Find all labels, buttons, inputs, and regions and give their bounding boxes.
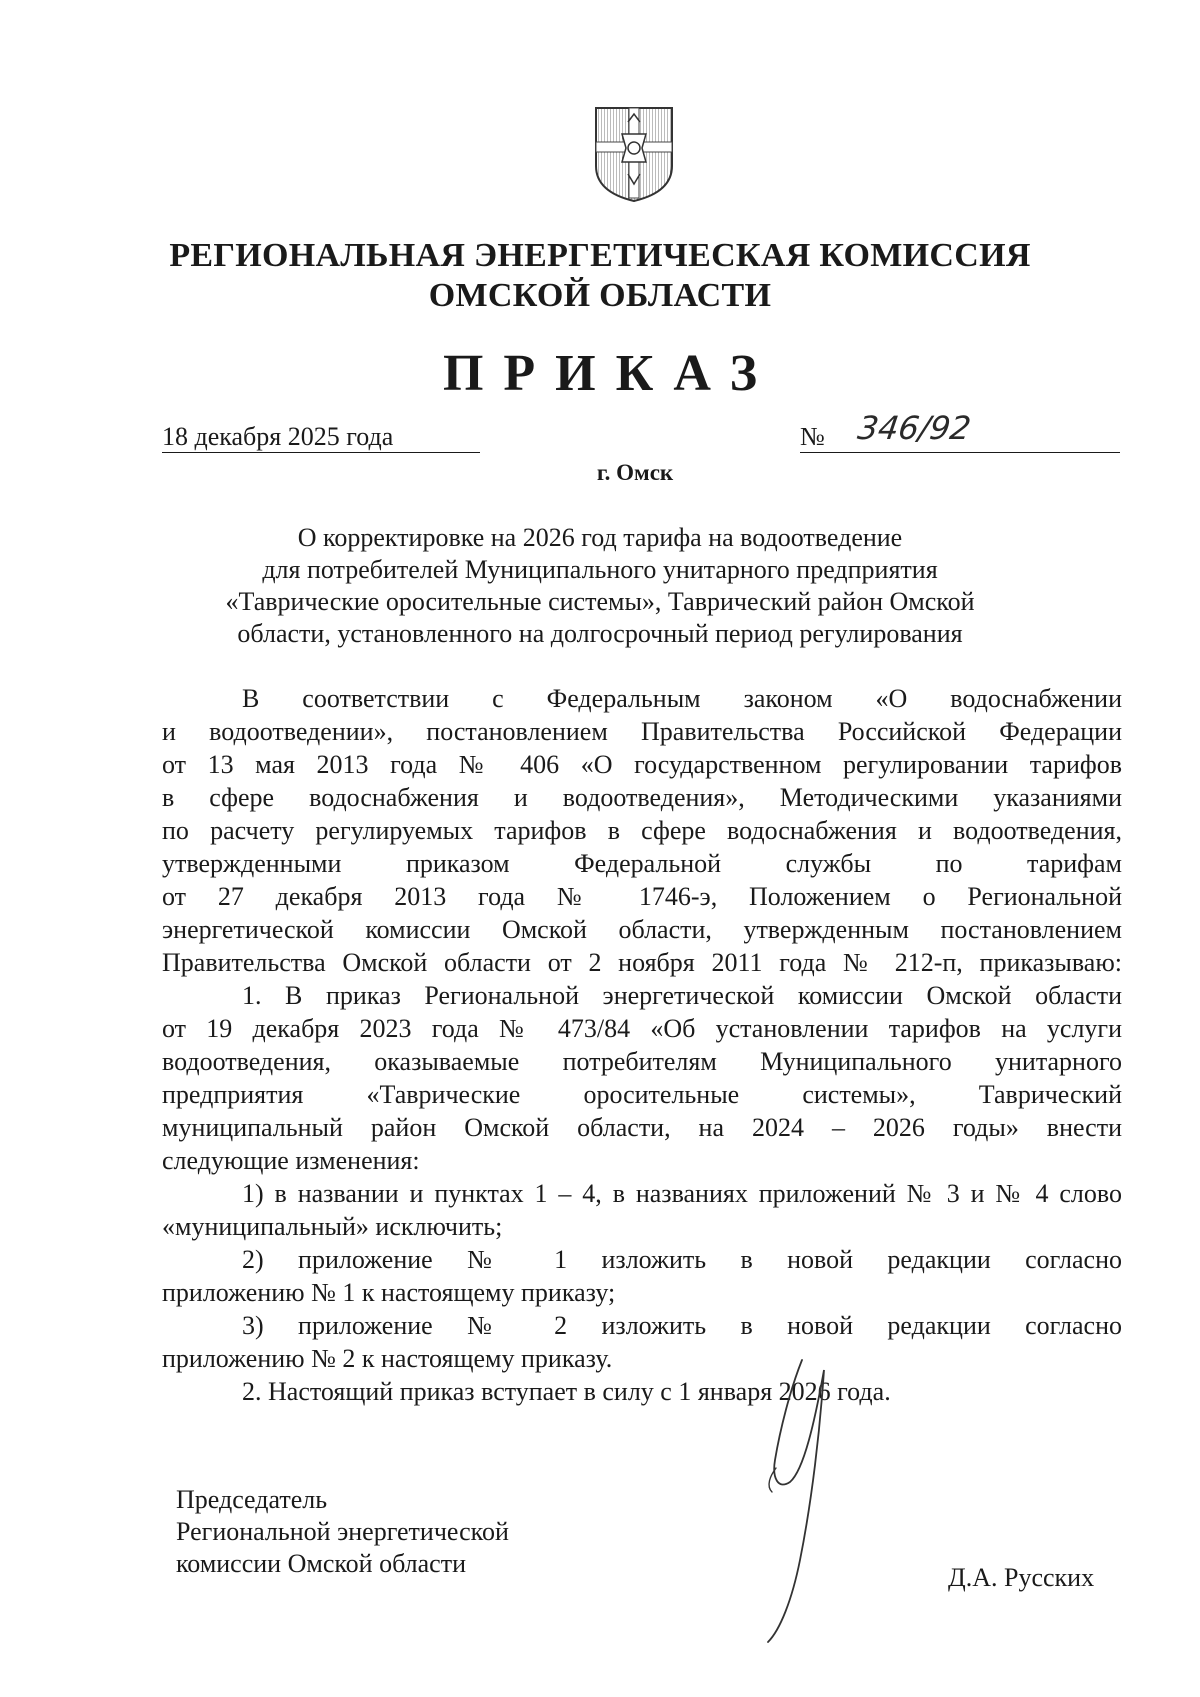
item1-line: муниципальный район Омской области, на 2024 – 2026 годы» внести: [162, 1113, 1122, 1142]
order-date: 18 декабря 2025 года: [162, 422, 394, 451]
subject-line: для потребителей Муниципального унитарного предприятия: [262, 555, 938, 584]
subitem3-line: приложению № 2 к настоящему приказу.: [162, 1344, 613, 1373]
order-number-handwritten: 346/92: [855, 409, 974, 447]
city-name: г. Омск: [596, 460, 674, 485]
preamble-line: от 27 декабря 2013 года № 1746-э, Положением о Региональной: [162, 882, 1122, 911]
preamble-line: энергетической комиссии Омской области, утвержденным постановлением: [162, 915, 1122, 944]
signatory-position-line: комиссии Омской области: [176, 1549, 466, 1578]
item1-line: 1. В приказ Региональной энергетической комиссии Омской области: [242, 981, 1122, 1010]
subitem2-line: приложению № 1 к настоящему приказу;: [162, 1278, 616, 1307]
preamble-line: в сфере водоснабжения и водоотведения», Методическими указаниями: [162, 783, 1122, 812]
subitem2-line: 2) приложение № 1 изложить в новой редакции согласно: [242, 1245, 1122, 1274]
item1-line: предприятия «Таврические оросительные системы», Таврический: [162, 1080, 1122, 1109]
organization-name-line2: ОМСКОЙ ОБЛАСТИ: [428, 277, 772, 314]
item1-line: от 19 декабря 2023 года № 473/84 «Об установлении тарифов на услуги: [162, 1014, 1122, 1043]
organization-name-line1: РЕГИОНАЛЬНАЯ ЭНЕРГЕТИЧЕСКАЯ КОМИССИЯ: [169, 237, 1031, 274]
preamble-line: утвержденными приказом Федеральной службы по тарифам: [162, 849, 1122, 878]
signatory-position-line: Председатель: [176, 1485, 328, 1514]
signatory-name: Д.А. Русских: [948, 1563, 1095, 1592]
coat-of-arms-icon: [592, 104, 676, 204]
subitem3-line: 3) приложение № 2 изложить в новой редакции согласно: [242, 1311, 1122, 1340]
number-underline: [800, 452, 1120, 453]
preamble-line: Правительства Омской области от 2 ноября 2011 года № 212-п, приказываю:: [162, 948, 1122, 977]
document-type-title: ПРИКАЗ: [442, 345, 778, 402]
subitem1-line: 1) в названии и пунктах 1 – 4, в названиях приложений № 3 и № 4 слово: [242, 1179, 1122, 1208]
signatory-position-line: Региональной энергетической: [176, 1517, 509, 1546]
item2-line: 2. Настоящий приказ вступает в силу с 1 января 2026 года.: [242, 1377, 891, 1406]
subitem1-line: «муниципальный» исключить;: [162, 1212, 503, 1241]
number-sign: №: [800, 422, 825, 451]
subject-line: области, установленного на долгосрочный период регулирования: [237, 619, 963, 648]
item1-line: следующие изменения:: [162, 1146, 420, 1175]
preamble-line: по расчету регулируемых тарифов в сфере водоснабжения и водоотведения,: [162, 816, 1122, 845]
preamble-line: В соответствии с Федеральным законом «О водоснабжении: [242, 684, 1122, 713]
subject-line: О корректировке на 2026 год тарифа на водоотведение: [297, 523, 903, 552]
date-underline: [162, 452, 480, 453]
item1-line: водоотведения, оказываемые потребителям Муниципального унитарного: [162, 1047, 1122, 1076]
preamble-line: от 13 мая 2013 года № 406 «О государственном регулировании тарифов: [162, 750, 1122, 779]
handwritten-signature-icon: [720, 1350, 880, 1650]
subject-line: «Таврические оросительные системы», Таврический район Омской: [225, 587, 975, 616]
preamble-line: и водоотведении», постановлением Правительства Российской Федерации: [162, 717, 1122, 746]
